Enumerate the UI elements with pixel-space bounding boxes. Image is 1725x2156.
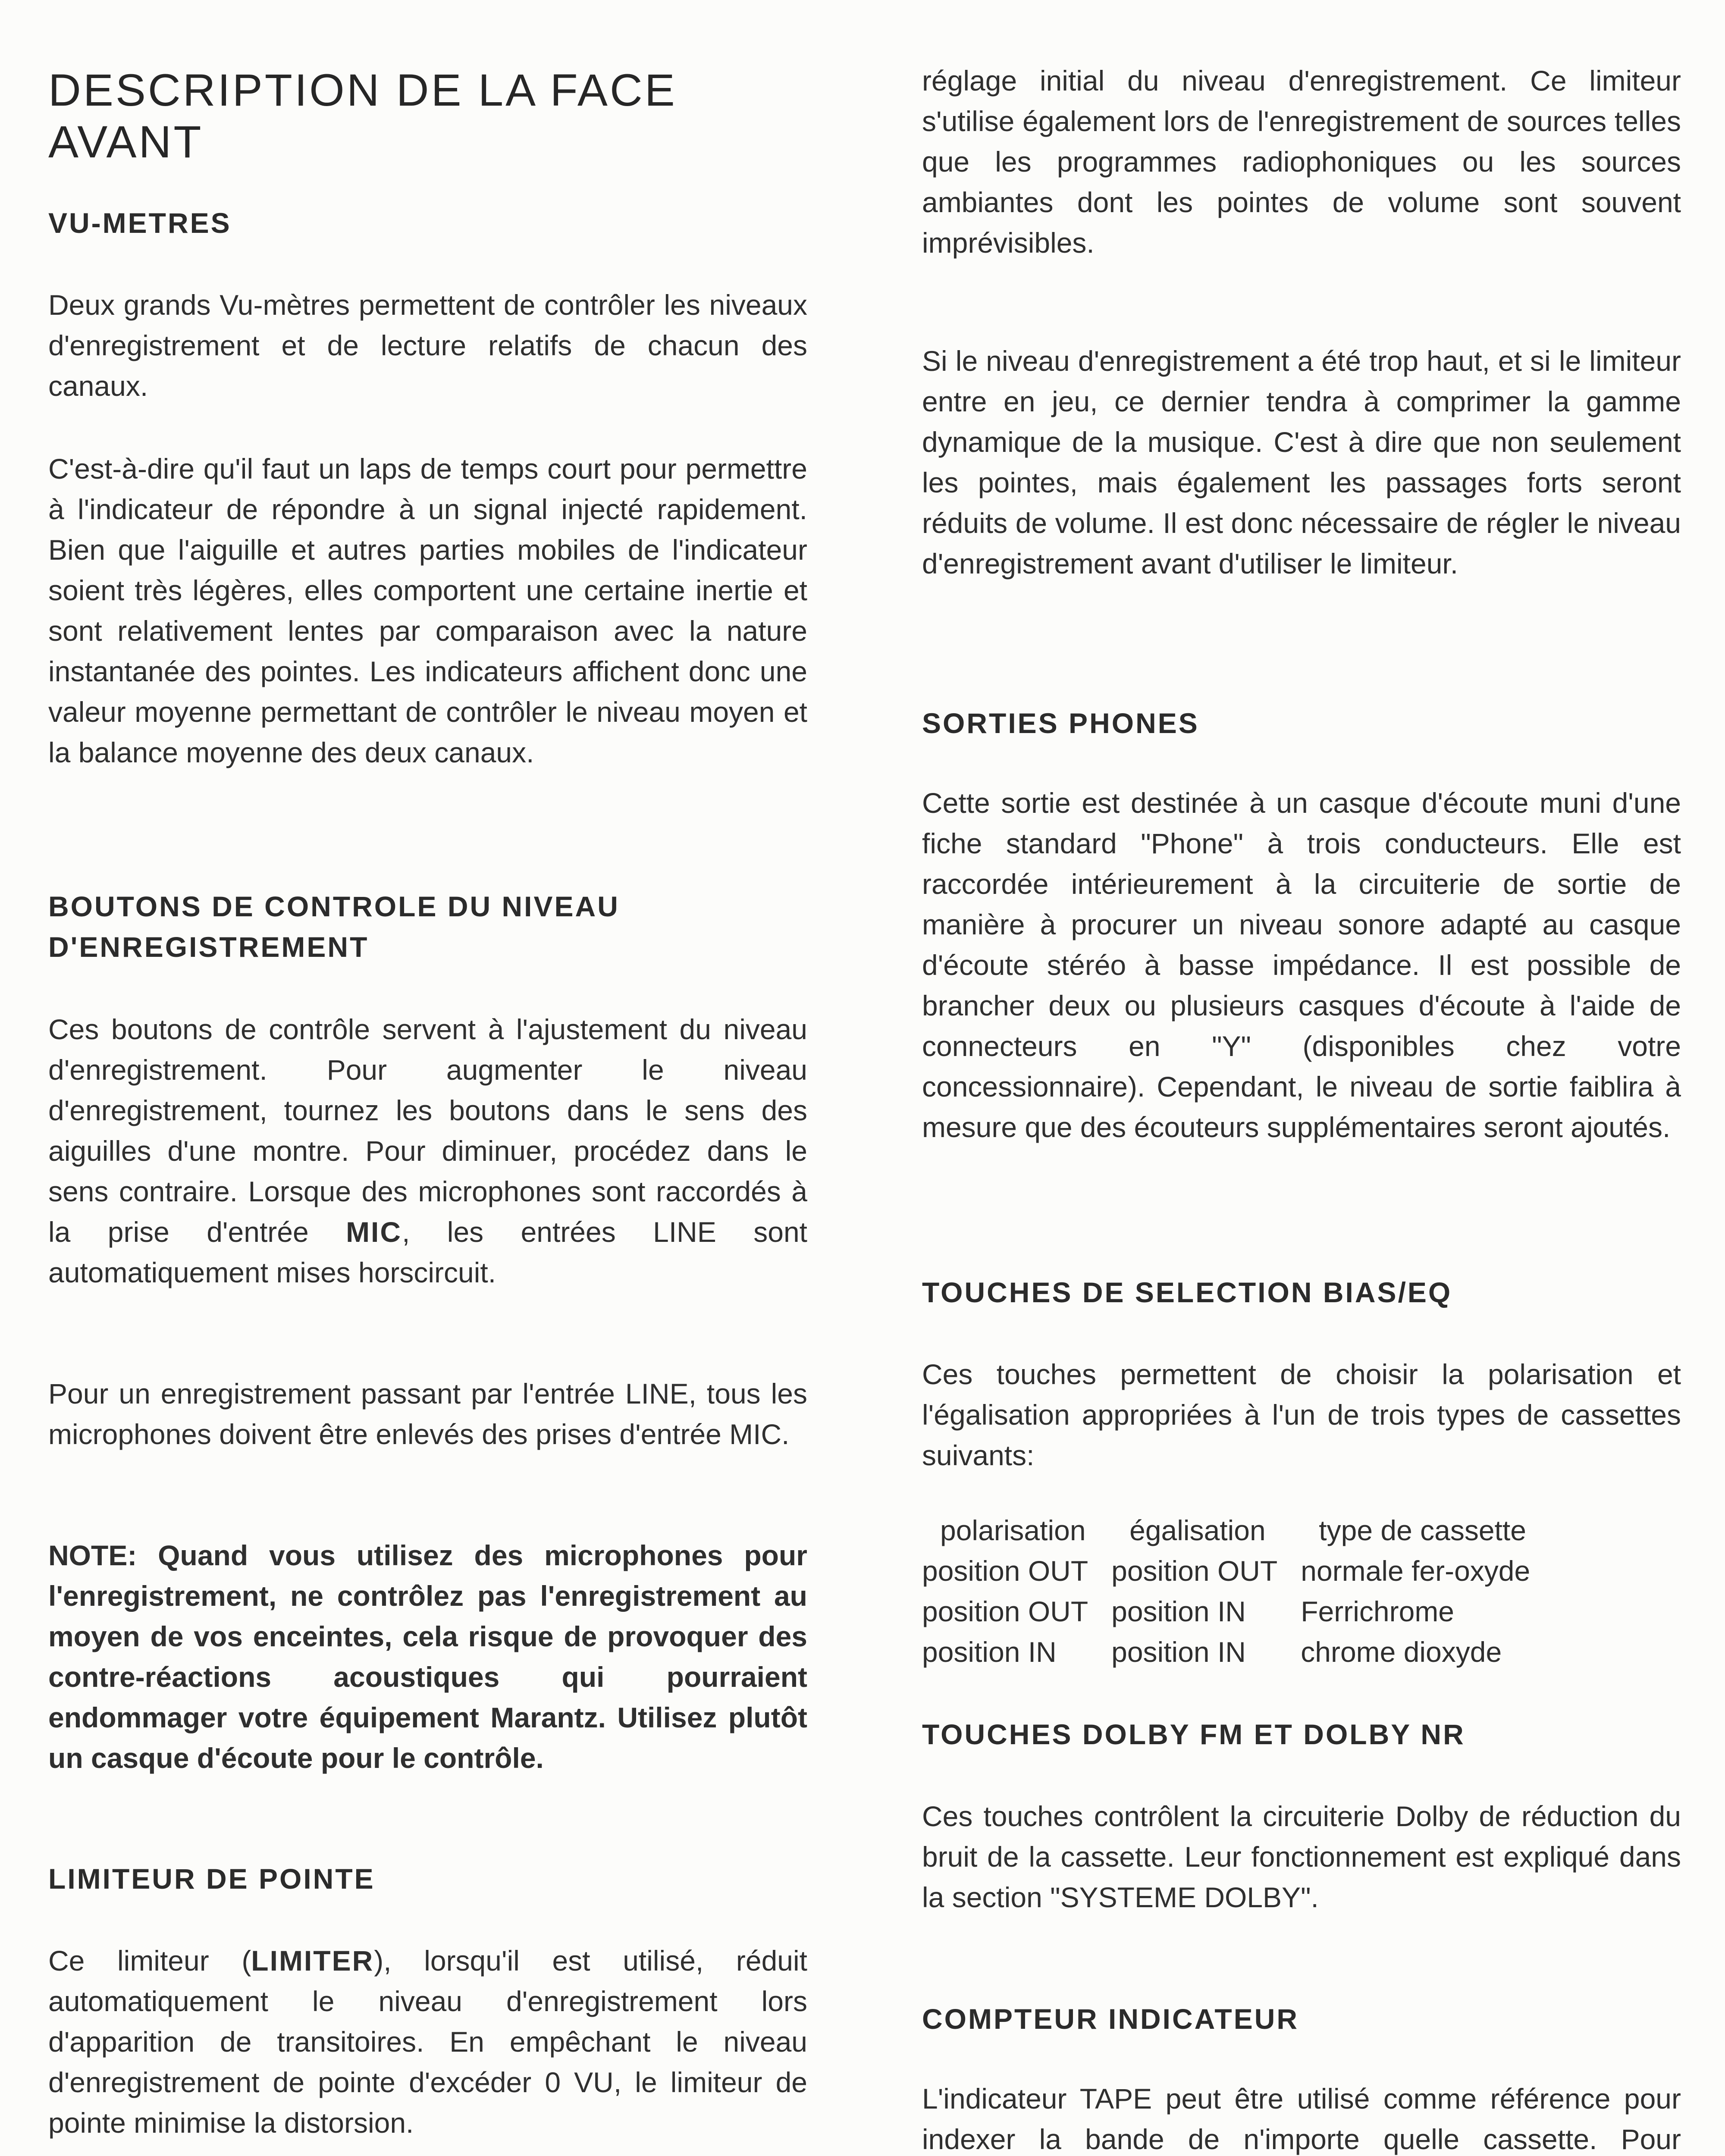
- table-cell: Ferrichrome: [1301, 1595, 1454, 1627]
- note-paragraph: NOTE: Quand vous utilisez des microphones pour l'enregistrement, ne contrôlez pas l'enregistrement au moyen de vos enceintes, cela risque de provoquer des contre-réactions acoustiques qui pourraient endommager votre équipement Marantz. Utilisez plutôt un casque d'écoute pour le contrôle.: [48, 1539, 807, 1774]
- limiteur-paragraph-1: [48, 1940, 807, 2143]
- dolby-paragraph-1: Ces touches contrôlent la circuiterie Dolby de réduction du bruit de la cassette. Leur fonctionnement est expliqué dans la section "SYSTEME DOLBY".: [922, 1800, 1681, 1913]
- phones-paragraph-1: Cette sortie est destinée à un casque d'écoute muni d'une fiche standard "Phone" à trois conducteurs. Elle est raccordée intérieurement à la circuiterie de sortie de manière à procurer un niveau sonore adapté au casque d'écoute stéréo à basse impédance. Il est possible de brancher deux ou plusieurs casques d'écoute à l'aide de connecteurs en "Y" (disponibles chez votre concessionnaire). Cependant, le niveau de sortie faiblira à mesure que des écouteurs supplémentaires seront ajoutés.: [922, 787, 1681, 1143]
- page-title-line-1: DESCRIPTION DE LA FACE: [48, 65, 677, 116]
- limiteur-p1-text: Ce limiteur (: [48, 1945, 251, 1977]
- section-heading-compteur: COMPTEUR INDICATEUR: [922, 2003, 1299, 2035]
- boutons-paragraph-1: [48, 1009, 807, 1293]
- limiteur-paragraph-4: Si le niveau d'enregistrement a été trop haut, et si le limiteur entre en jeu, ce dernier tendra à comprimer la gamme dynamique de la musique. C'est à dire que non seulement les pointes, mais également les passages forts seront réduits de volume. Il est donc nécessaire de régler le niveau d'enregistrement avant d'utiliser le limiteur.: [922, 345, 1681, 580]
- boutons-heading-line-1: BOUTONS DE CONTROLE DU NIVEAU: [48, 890, 620, 922]
- vu-paragraph-2: C'est-à-dire qu'il faut un laps de temps court pour permettre à l'indicateur de répondre à un signal injecté rapidement. Bien que l'aiguille et autres parties mobiles de l'indicateur soient très légères, elles comportent une certaine inertie et sont relativement lentes par comparaison avec la nature instantanée des pointes. Les indicateurs affichent donc une valeur moyenne permettant de contrôler le niveau moyen et la balance moyenne des deux canaux.: [48, 453, 807, 768]
- boutons-p1-text: Ces boutons de contrôle servent à l'ajustement du niveau d'enregistrement. Pour augmenter le niveau d'enregistrement, tournez les boutons dans le sens des aiguilles d'une montre. Pour diminuer, procédez dans le sens contraire. Lorsque des microphones sont raccordés à la prise d'entrée: [48, 1013, 807, 1248]
- table-cell: position OUT: [922, 1595, 1088, 1627]
- table-row: [922, 1632, 1553, 1672]
- table-row: [922, 1591, 1553, 1632]
- page-title-line-2: AVANT: [48, 117, 204, 167]
- table-cell: position IN: [1111, 1595, 1246, 1627]
- vu-paragraph-1: Deux grands Vu-mètres permettent de contrôler les niveaux d'enregistrement et de lecture relatifs de chacun des canaux.: [48, 289, 807, 402]
- bias-table-header-row: [922, 1510, 1553, 1551]
- section-heading-vu-metres: VU-METRES: [48, 207, 232, 239]
- table-cell: chrome dioxyde: [1301, 1636, 1502, 1668]
- section-heading-boutons: [48, 886, 620, 967]
- boutons-p1-text-end: , les entrées LINE sont automatiquement mises horscircuit.: [48, 1216, 807, 1288]
- section-heading-sorties-phones: SORTIES PHONES: [922, 707, 1199, 739]
- page-title: [48, 65, 677, 168]
- table-cell: position IN: [1111, 1636, 1246, 1668]
- bias-eq-table: [922, 1510, 1553, 1672]
- column-header-egalisation: égalisation: [1129, 1514, 1266, 1546]
- boutons-paragraph-2: Pour un enregistrement passant par l'entrée LINE, tous les microphones doivent être enlevés des prises d'entrée MIC.: [48, 1378, 807, 1450]
- column-header-type-cassette: type de cassette: [1319, 1514, 1526, 1546]
- section-heading-bias-eq: TOUCHES DE SELECTION BIAS/EQ: [922, 1276, 1452, 1308]
- boutons-heading-line-2: D'ENREGISTREMENT: [48, 931, 369, 963]
- mic-label: MIC: [346, 1216, 402, 1248]
- table-row: [922, 1551, 1553, 1591]
- table-cell: normale fer-oxyde: [1301, 1555, 1531, 1587]
- section-heading-dolby: TOUCHES DOLBY FM ET DOLBY NR: [922, 1718, 1465, 1750]
- limiter-label: LIMITER: [251, 1945, 374, 1977]
- compteur-p1-text: L'indicateur TAPE peut être utilisé comme référence pour indexer la bande de n'importe quelle cassette. Pour: [922, 2083, 1681, 2155]
- limiteur-p1-text-end: ), lorsqu'il est utilisé, réduit automatiquement le niveau d'enregistrement lors d'apparition de transitoires. En empêchant le niveau d'enregistrement de pointe d'excéder 0 VU, le limiteur de pointe minimise la distorsion.: [48, 1945, 807, 2139]
- bias-paragraph-1: Ces touches permettent de choisir la polarisation et l'égalisation appropriées à l'un de trois types de cassettes suivants:: [922, 1358, 1681, 1471]
- column-header-polarisation: polarisation: [940, 1514, 1086, 1546]
- compteur-paragraph-1: [922, 2078, 1681, 2156]
- table-cell: position OUT: [922, 1555, 1088, 1587]
- limiteur-paragraph-3: réglage initial du niveau d'enregistrement. Ce limiteur s'utilise également lors de l'enregistrement de sources telles que les programmes radiophoniques ou les sources ambiantes dont les pointes de volume sont souvent imprévisibles.: [922, 65, 1681, 259]
- table-cell: position IN: [922, 1636, 1057, 1668]
- table-cell: position OUT: [1111, 1555, 1278, 1587]
- section-heading-limiteur: LIMITEUR DE POINTE: [48, 1863, 375, 1895]
